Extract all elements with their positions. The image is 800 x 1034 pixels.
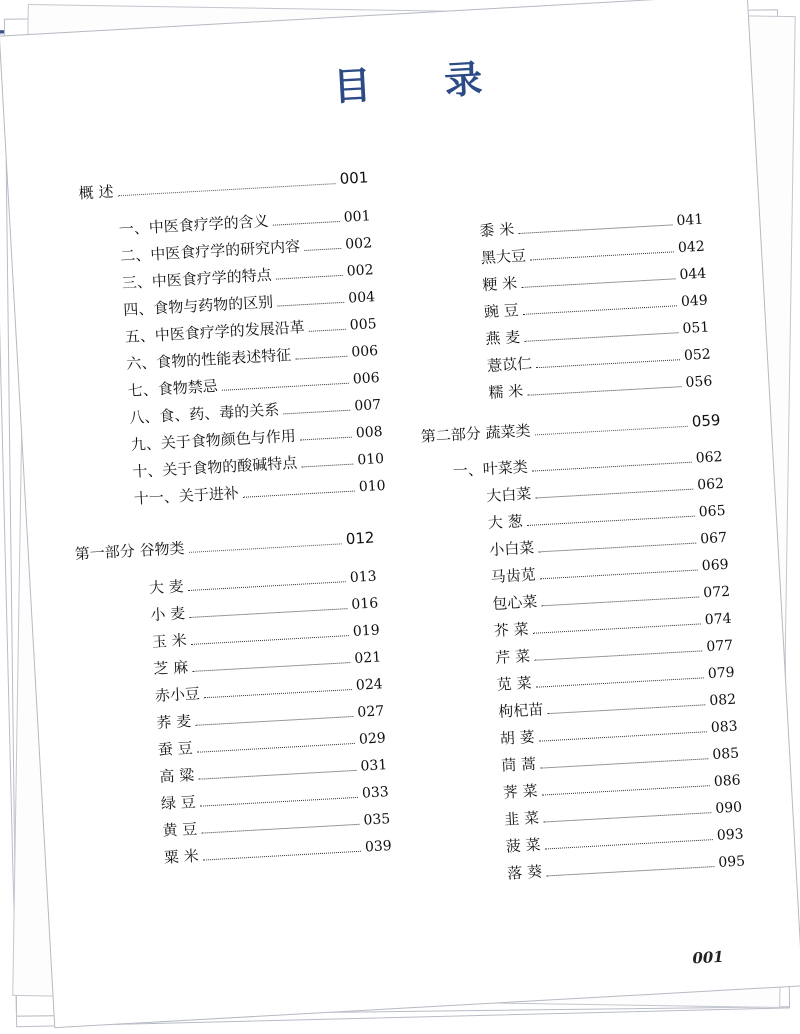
dot-leader [538,542,696,553]
dot-leader [301,463,353,468]
dot-leader [518,223,672,234]
dot-leader [535,425,688,436]
entry-page: 031 [360,757,388,775]
dot-leader [188,580,346,591]
entry-label: 枸杞苗 [497,700,544,721]
entry-label: 燕 麦 [485,328,521,348]
dot-leader [541,595,699,606]
entry-page: 065 [698,502,726,521]
entry-label: 荠 菜 [502,781,539,802]
entry-label: 蚕 豆 [157,739,194,759]
entry-page: 082 [708,691,737,710]
dot-leader [295,355,347,360]
dot-leader [521,277,675,288]
entry-label: 赤小豆 [154,684,201,706]
entry-page: 008 [355,423,384,442]
entry-label: 八、食、药、毒的关系 [128,400,280,428]
page-folio: 001 [691,947,725,968]
dot-leader [547,703,705,714]
section-label: 第一部分 谷物类 [74,539,186,564]
entry-page: 005 [349,316,377,334]
dot-leader [539,730,707,741]
entry-label: 芝 麻 [152,658,189,679]
entry-label: 荞 麦 [155,712,192,732]
dot-leader [534,649,702,660]
entry-page: 041 [676,211,704,230]
dot-leader [304,247,341,251]
entry-page: 052 [683,346,712,364]
entry-label: 豌 豆 [483,301,520,322]
entry-page: 010 [356,450,385,469]
entry-page: 039 [364,838,393,856]
entry-label: 茼 蒿 [500,754,537,775]
entry-label: 四、食物与药物的区别 [122,292,274,320]
dot-leader [309,328,346,332]
entry-page: 004 [347,289,376,307]
entry-page: 001 [343,208,371,226]
entry-page: 090 [714,799,743,817]
entry-page: 010 [358,477,387,496]
entry-page: 027 [357,703,385,721]
dot-leader [222,382,349,391]
dot-leader [283,409,350,415]
entry-page: 074 [704,610,732,629]
entry-label: 粳 米 [482,274,518,295]
dot-leader [535,488,693,499]
dot-leader [189,607,347,618]
entry-label: 韭 菜 [503,808,540,829]
entry-label: 芹 菜 [494,647,531,667]
entry-label: 苋 菜 [496,673,533,694]
entry-page: 024 [355,676,384,694]
section-page: 001 [339,168,369,188]
dot-leader [536,676,704,687]
dot-leader [204,688,352,698]
entry-label: 七、食物禁忌 [127,377,219,401]
dot-leader [543,811,711,822]
entry-label: 玉 米 [151,631,188,652]
dot-leader [527,515,695,526]
entry-label: 十一、关于进补 [133,484,240,508]
entry-page: 006 [350,343,379,361]
entry-label: 一、中医食疗学的含义 [118,211,270,239]
page-title: 目 录 [332,55,514,110]
dot-leader [540,757,708,768]
dot-leader [530,250,674,260]
entry-label: 大 葱 [487,512,524,533]
dot-leader [276,274,343,280]
entry-label: 小 麦 [149,604,186,625]
dot-leader [200,796,358,807]
entry-page: 033 [361,784,390,802]
entry-label: 高 粱 [158,765,195,786]
entry-label: 三、中医食疗学的特点 [121,265,273,293]
entry-label: 糯 米 [488,382,524,402]
toc-entry[interactable] [163,834,392,868]
entry-page: 083 [710,718,739,737]
entry-label: 黑大豆 [480,246,527,268]
entry-page: 051 [682,319,710,337]
dot-leader [546,865,714,876]
entry-label: 黍 米 [479,220,515,241]
dot-leader [195,715,353,726]
entry-label: 大 麦 [148,577,185,598]
section-page: 012 [345,528,375,549]
dot-leader [189,542,342,553]
dot-leader [197,742,355,753]
dot-leader [540,569,698,580]
entry-page: 019 [352,622,381,640]
entry-label: 五、中医食疗学的发展沿革 [124,318,306,347]
dot-leader [523,304,677,315]
entry-label: 二、中医食疗学的研究内容 [119,237,301,266]
entry-page: 086 [713,772,742,790]
entry-page: 049 [680,292,709,311]
toc-section-overview[interactable] [78,166,369,203]
dot-leader [533,622,701,633]
entry-page: 029 [358,730,387,748]
entry-page: 069 [701,556,729,575]
entry-label: 薏苡仁 [486,354,533,375]
entry-page: 013 [349,568,378,586]
entry-label: 马齿苋 [490,565,537,587]
entry-label: 一、叶菜类 [452,457,529,481]
dot-leader [201,823,359,834]
entry-page: 093 [716,826,745,844]
dot-leader [118,182,336,196]
entry-page: 062 [695,448,723,467]
section-label: 第二部分 蔬菜类 [420,421,532,446]
dot-leader [192,661,350,672]
entry-label: 九、关于食物颜色与作用 [130,426,297,454]
entry-label: 粟 米 [163,846,200,867]
dot-leader [545,838,713,849]
entry-page: 007 [353,396,382,415]
entry-label: 胡 荽 [499,727,536,748]
entry-page: 085 [711,745,740,763]
entry-page: 062 [696,475,725,494]
entry-page: 095 [717,853,746,871]
entry-label: 六、食物的性能表述特征 [125,345,292,374]
toc-section-part1[interactable] [74,527,375,565]
dot-leader [300,436,352,441]
dot-leader [527,385,681,396]
entry-label: 菠 菜 [505,835,542,856]
entry-page: 002 [346,262,374,280]
entry-label: 绿 豆 [160,792,197,813]
entry-label: 小白菜 [488,538,535,560]
entry-page: 079 [707,664,735,683]
dot-leader [542,784,710,795]
dot-leader [273,220,340,226]
dot-leader [203,850,361,861]
entry-page: 021 [353,649,382,667]
dot-leader [536,358,680,368]
toc-entry[interactable] [488,369,713,402]
entry-page: 077 [705,637,734,656]
toc-section-part2[interactable] [420,409,721,447]
dot-leader [524,331,678,342]
dot-leader [243,490,355,498]
entry-label: 大白菜 [485,484,532,506]
entry-label: 落 葵 [506,862,543,883]
entry-page: 044 [679,265,707,284]
section-label: 概 述 [78,182,115,203]
entry-page: 056 [685,373,713,391]
entry-page: 072 [702,583,731,602]
entry-label: 十、关于食物的酸碱特点 [131,453,298,481]
section-page: 059 [691,411,721,431]
entry-page: 067 [699,529,728,548]
entry-label: 芥 菜 [493,620,530,640]
entry-label: 包心菜 [491,592,538,614]
entry-label: 黄 豆 [161,819,198,840]
dot-leader [198,769,356,780]
entry-page: 006 [352,370,380,388]
dot-leader [532,461,692,472]
entry-page: 002 [344,235,373,253]
entry-page: 016 [350,595,379,613]
dot-leader [277,301,344,307]
dot-leader [191,634,349,645]
entry-page: 035 [363,811,391,829]
entry-page: 042 [677,238,706,257]
